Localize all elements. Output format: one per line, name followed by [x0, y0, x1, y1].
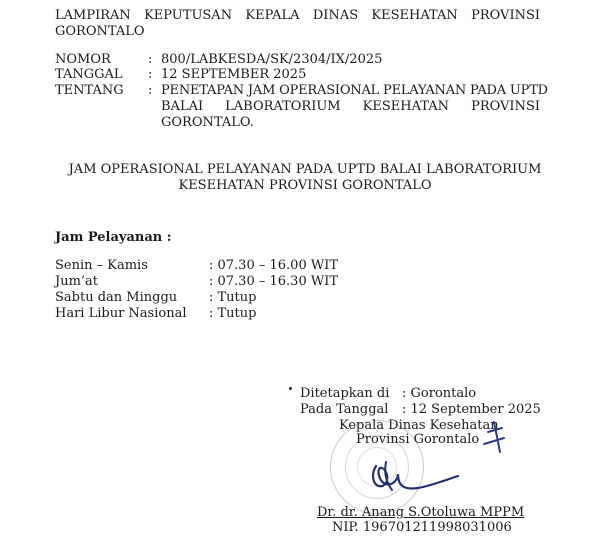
- tanggal-label: TANGGAL: [55, 67, 123, 82]
- tentang-line1: PENETAPAN JAM OPERASIONAL PELAYANAN PADA UPTD: [161, 83, 548, 98]
- service-day-2: Jum’at: [55, 274, 99, 289]
- attachment-heading-line1: LAMPIRAN KEPUTUSAN KEPALA DINAS KESEHATAN PROVINSI: [55, 8, 540, 23]
- service-day-3: Sabtu dan Minggu: [55, 290, 178, 305]
- ditetapkan-label: Ditetapkan di: [300, 386, 390, 401]
- tentang-line2: BALAI LABORATORIUM KESEHATAN PROVINSI: [161, 99, 540, 114]
- service-hours-4: : Tutup: [209, 306, 257, 321]
- office-title-line2: Provinsi Gorontalo: [356, 432, 480, 447]
- attachment-heading-line2: GORONTALO: [55, 24, 145, 39]
- service-hours-1: : 07.30 – 16.00 WIT: [209, 258, 339, 273]
- service-day-1: Senin – Kamis: [55, 258, 148, 273]
- ditetapkan-value: : Gorontalo: [402, 386, 477, 401]
- nomor-separator: :: [148, 52, 153, 67]
- signatory-nip: NIP. 196701211998031006: [332, 520, 512, 535]
- bullet-mark: [289, 387, 292, 390]
- tanggal-separator: :: [148, 67, 153, 82]
- signatory-name: Dr. dr. Anang S.Otoluwa MPPM: [317, 505, 525, 520]
- handwritten-signature: [368, 458, 463, 500]
- service-day-4: Hari Libur Nasional: [55, 306, 187, 321]
- document-title-line2: KESEHATAN PROVINSI GORONTALO: [178, 178, 432, 193]
- tanggal-value: 12 SEPTEMBER 2025: [161, 67, 307, 82]
- pada-tanggal-label: Pada Tanggal: [300, 402, 389, 417]
- tentang-label: TENTANG: [55, 83, 124, 98]
- office-title-line1: Kepala Dinas Kesehatan: [339, 418, 499, 433]
- nomor-value: 800/LABKESDA/SK/2304/IX/2025: [161, 52, 383, 67]
- service-hours-3: : Tutup: [209, 290, 257, 305]
- tentang-separator: :: [148, 83, 153, 98]
- nomor-label: NOMOR: [55, 52, 111, 67]
- paraf-initial-mark: [480, 418, 510, 454]
- pada-tanggal-value: : 12 September 2025: [402, 402, 541, 417]
- service-hours-2: : 07.30 – 16.30 WIT: [209, 274, 339, 289]
- service-hours-heading: Jam Pelayanan :: [55, 230, 172, 245]
- document-title-line1: JAM OPERASIONAL PELAYANAN PADA UPTD BALAI LABORATORIUM: [68, 162, 542, 177]
- tentang-line3: GORONTALO.: [161, 115, 254, 130]
